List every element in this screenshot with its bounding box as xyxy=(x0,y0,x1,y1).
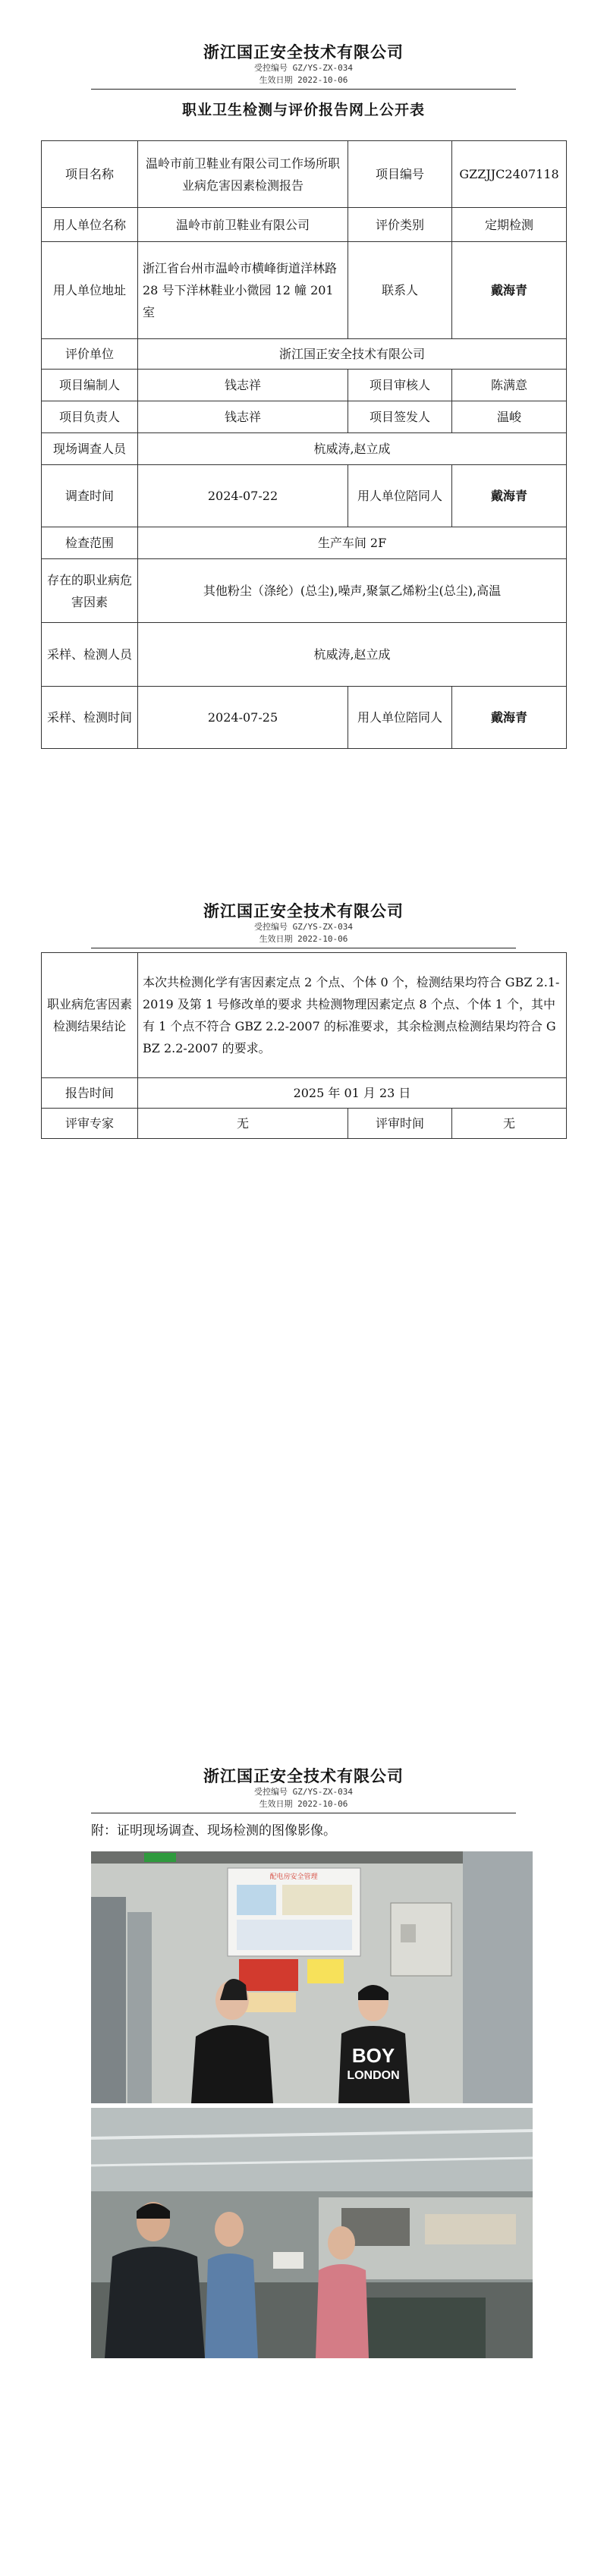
scope-label: 检查范围 xyxy=(42,527,138,559)
site-testing-photo xyxy=(91,2108,533,2358)
effective-date: 生效日期 2022-10-06 xyxy=(259,1799,348,1809)
reviewer-value: 陈满意 xyxy=(452,370,567,401)
experts-value: 无 xyxy=(138,1109,348,1139)
escort2-value: 戴海青 xyxy=(452,687,567,749)
exit-sign-icon xyxy=(144,1853,176,1862)
electrical-box-icon xyxy=(391,1903,451,1976)
compiler-value: 钱志祥 xyxy=(138,370,348,401)
conclusion-value: 本次共检测化学有害因素定点 2 个点、个体 0 个，检测结果均符合 GBZ 2.1-2019 及第 1 号修改单的要求 共检测物理因素定点 8 个点、个体 1 个，其中有 1 个点不符合 GBZ 2.2-2007 的标准要求，其余检测点检测结果均符合 GBZ 2.2-2007 的要求。 xyxy=(138,953,567,1078)
surveyors-value: 杭威涛,赵立成 xyxy=(138,433,567,465)
review-time-label: 评审时间 xyxy=(348,1109,452,1139)
company-name: 浙江国正安全技术有限公司 xyxy=(203,1766,404,1785)
eval-type-label: 评价类别 xyxy=(348,208,452,242)
surveyors-label: 现场调查人员 xyxy=(42,433,138,465)
document-title: 职业卫生检测与评价报告网上公开表 xyxy=(181,102,425,118)
eval-type-value: 定期检测 xyxy=(452,208,567,242)
employer-value: 温岭市前卫鞋业有限公司 xyxy=(138,208,348,242)
project-name-label: 项目名称 xyxy=(42,141,138,208)
survey-time-label: 调查时间 xyxy=(42,465,138,527)
site-survey-photo xyxy=(91,1851,533,2103)
sampling-time-label: 采样、检测时间 xyxy=(42,687,138,749)
poster-title: 配电房安全管理 xyxy=(269,1873,318,1880)
conclusion-label: 职业病危害因素检测结果结论 xyxy=(42,953,138,1078)
company-name: 浙江国正安全技术有限公司 xyxy=(203,901,404,920)
survey-time-value: 2024-07-22 xyxy=(138,465,348,527)
reviewer-label: 项目审核人 xyxy=(348,370,452,401)
page-header xyxy=(91,1766,516,1813)
company-name: 浙江国正安全技术有限公司 xyxy=(203,42,404,61)
effective-date: 生效日期 2022-10-06 xyxy=(259,75,348,85)
project-no-value: GZZJJC2407118 xyxy=(452,141,567,208)
site-testing-illustration xyxy=(91,2108,533,2358)
address-label: 用人单位地址 xyxy=(42,242,138,339)
sampling-time-value: 2024-07-25 xyxy=(138,687,348,749)
conclusion-table xyxy=(41,952,567,1139)
disclosure-table xyxy=(41,140,567,749)
report-time-value: 2025 年 01 月 23 日 xyxy=(138,1078,567,1109)
samplers-value: 杭威涛,赵立成 xyxy=(138,623,567,687)
site-survey-illustration xyxy=(91,1851,533,2103)
issuer-value: 温峻 xyxy=(452,401,567,433)
escort2-label: 用人单位陪同人 xyxy=(348,687,452,749)
leader-label: 项目负责人 xyxy=(42,401,138,433)
hazards-label: 存在的职业病危害因素 xyxy=(42,559,138,623)
escort-value: 戴海青 xyxy=(452,465,567,527)
eval-unit-value: 浙江国正安全技术有限公司 xyxy=(138,339,567,370)
experts-label: 评审专家 xyxy=(42,1109,138,1139)
samplers-label: 采样、检测人员 xyxy=(42,623,138,687)
scope-value: 生产车间 2F xyxy=(138,527,567,559)
header-rule xyxy=(91,89,516,90)
compiler-label: 项目编制人 xyxy=(42,370,138,401)
issuer-label: 项目签发人 xyxy=(348,401,452,433)
leader-value: 钱志祥 xyxy=(138,401,348,433)
person-icon xyxy=(328,2226,355,2260)
person-icon xyxy=(215,2212,244,2247)
project-no-label: 项目编号 xyxy=(348,141,452,208)
page-header xyxy=(91,42,516,90)
appendix-note: 附：证明现场调查、现场检测的图像影像。 xyxy=(91,1823,336,1838)
page-header xyxy=(91,901,516,948)
hazards-value: 其他粉尘（涤纶）(总尘),噪声,聚氯乙烯粉尘(总尘),高温 xyxy=(138,559,567,623)
control-number: 受控编号 GZ/YS-ZX-034 xyxy=(253,922,354,932)
control-number: 受控编号 GZ/YS-ZX-034 xyxy=(253,63,354,73)
shirt-text-2: LONDON xyxy=(347,2069,400,2082)
review-time-value: 无 xyxy=(452,1109,567,1139)
eval-unit-label: 评价单位 xyxy=(42,339,138,370)
report-time-label: 报告时间 xyxy=(42,1078,138,1109)
escort-label: 用人单位陪同人 xyxy=(348,465,452,527)
warning-sign-icon xyxy=(239,1959,298,1991)
shirt-text-1: BOY xyxy=(351,2044,395,2067)
contact-value: 戴海青 xyxy=(452,242,567,339)
project-name-value: 温岭市前卫鞋业有限公司工作场所职业病危害因素检测报告 xyxy=(138,141,348,208)
employer-label: 用人单位名称 xyxy=(42,208,138,242)
address-value: 浙江省台州市温岭市横峰街道洋林路 28 号下洋林鞋业小微园 12 幢 201 室 xyxy=(138,242,348,339)
control-number: 受控编号 GZ/YS-ZX-034 xyxy=(253,1787,354,1797)
contact-label: 联系人 xyxy=(348,242,452,339)
effective-date: 生效日期 2022-10-06 xyxy=(259,934,348,944)
meter-icon xyxy=(273,2252,304,2269)
